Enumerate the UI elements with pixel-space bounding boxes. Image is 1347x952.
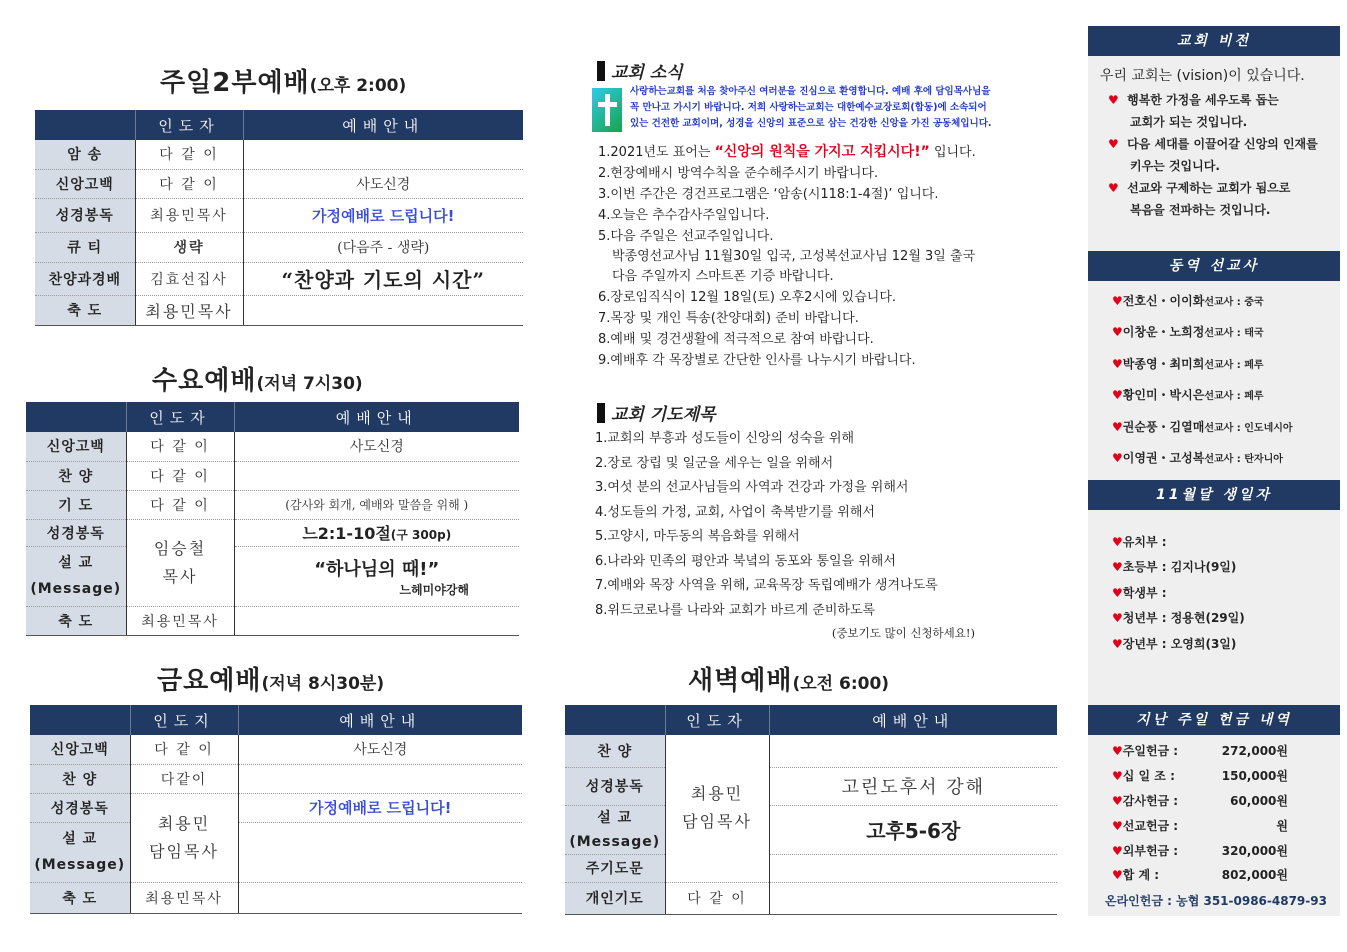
- offering-amount: 320,000원: [1221, 844, 1288, 858]
- cross-icon: [592, 88, 622, 132]
- heart-icon: ♥: [1112, 451, 1123, 465]
- row-label: 찬 양: [30, 764, 130, 793]
- missionary-names: 황인미・박시은: [1122, 388, 1205, 402]
- row-label: 찬양과경배: [35, 262, 135, 295]
- news-item: 6.장로임직식이 12월 18일(토) 오후2시에 있습니다.: [598, 290, 897, 305]
- heart-icon: ♥: [1112, 868, 1123, 882]
- vision-item-line: 복음을 전파하는 것입니다.: [1130, 203, 1271, 217]
- row-leader: 최용민목사: [135, 295, 243, 325]
- row-label: 암 송: [35, 140, 135, 169]
- birthday-text: 유치부 :: [1122, 535, 1167, 549]
- wednesday-table: [26, 402, 519, 636]
- welcome-message: [630, 84, 992, 132]
- vision-item-line: 교회가 되는 것입니다.: [1130, 115, 1248, 129]
- row-leader: 최용민목사: [126, 606, 234, 635]
- row-label: 설 교 (Message): [565, 805, 665, 854]
- row-leader: 최용민목사: [135, 198, 243, 232]
- offering-label: [1112, 817, 1178, 834]
- vision-item-line: 행복한 가정을 세우도록 돕는: [1127, 93, 1279, 107]
- row-label: 찬 양: [565, 735, 665, 767]
- welcome-line: 꼭 만나고 가시기 바랍니다. 저희 사랑하는교회는 대한예수교장로회(합동)에 소속되어: [630, 102, 987, 113]
- sermon-series: 느헤미야강해: [399, 582, 469, 597]
- row-label: 축 도: [30, 882, 130, 913]
- row-leader: 다 같 이: [126, 490, 234, 519]
- row-note: [769, 854, 1057, 882]
- birthday-text: 학생부 :: [1122, 586, 1167, 600]
- heart-icon: ♥: [1112, 560, 1123, 574]
- row-note: [238, 882, 522, 913]
- news-item: 다음 주일까지 스마트폰 기증 바랍니다.: [612, 269, 834, 284]
- row-note: 가정예배로 드립니다!: [238, 793, 522, 822]
- heart-icon: ♥: [1112, 637, 1123, 651]
- offering-label-text: 감사헌금 :: [1122, 794, 1179, 808]
- col-header-guide: 예배안내: [234, 402, 519, 432]
- sunday-title: [160, 62, 406, 99]
- col-header-guide: 예배안내: [243, 110, 523, 140]
- birthday-text: 장년부 : 오영희(3일): [1122, 637, 1237, 651]
- offering-label: [1112, 767, 1175, 784]
- offering-label: [1112, 742, 1178, 759]
- row-note-scripture: [234, 519, 519, 546]
- news-item: 2.현장예배시 방역수칙을 준수해주시기 바랍니다.: [598, 166, 879, 181]
- news-item: 4.오늘은 추수감사주일입니다.: [598, 208, 770, 223]
- missionary-names: 전호신・이이화: [1122, 294, 1205, 308]
- row-leader: 최용민 담임목사: [130, 793, 238, 882]
- col-header-leader: 인도자: [665, 705, 769, 735]
- vision-item: [1108, 177, 1318, 199]
- row-label: 신앙고백: [35, 169, 135, 198]
- row-leader: 다 같 이: [130, 735, 238, 764]
- row-leader: 김효선집사: [135, 262, 243, 295]
- col-header-blank: [26, 402, 126, 432]
- missionary-item: [1112, 355, 1264, 372]
- row-leader: 최용민목사: [130, 882, 238, 913]
- birthday-item: [1112, 609, 1245, 626]
- heading-bar: [597, 61, 605, 81]
- heart-icon: ♥: [1108, 181, 1119, 195]
- prayer-heading: [597, 400, 715, 425]
- row-leader: 다 같 이: [126, 432, 234, 461]
- row-note: 사도신경: [243, 169, 523, 198]
- heading-bar: [597, 403, 605, 423]
- friday-table: [30, 705, 522, 914]
- prayer-heading-text: 교회 기도제목: [611, 405, 716, 425]
- heart-icon: ♥: [1112, 357, 1123, 371]
- row-note: (감사와 회개, 예배와 말씀을 위해 ): [234, 490, 519, 519]
- row-label: 성경봉독: [565, 767, 665, 805]
- birthday-text: 초등부 : 김지나(9일): [1122, 560, 1237, 574]
- news-heading-text: 교회 소식: [611, 63, 683, 83]
- missionary-item: [1112, 386, 1264, 403]
- missionary-item: [1112, 292, 1264, 309]
- friday-time: (저녁 8시30분): [261, 674, 385, 694]
- row-label: 성경봉독: [26, 519, 126, 546]
- offering-label-text: 합 계 :: [1122, 868, 1160, 882]
- row-leader: 다 같 이: [135, 169, 243, 198]
- missionary-names: 권순풍・김열매: [1122, 420, 1205, 434]
- heart-icon: ♥: [1112, 611, 1123, 625]
- motto-text: “신앙의 원칙을 가지고 지킵시다!”: [714, 144, 930, 160]
- offerings-heading: 지난 주일 헌금 내역: [1088, 705, 1340, 735]
- vision-item-line: 다음 세대를 이끌어갈 신앙의 인재를: [1127, 137, 1318, 151]
- col-header-guide: 예배안내: [769, 705, 1057, 735]
- motto-suffix: 입니다.: [933, 145, 976, 160]
- missionaries-heading: 동역 선교사: [1088, 251, 1340, 281]
- news-item: 7.목장 및 개인 특송(찬양대회) 준비 바랍니다.: [598, 311, 859, 326]
- vision-item-line: 키우는 것입니다.: [1130, 159, 1220, 173]
- news-heading: [597, 58, 683, 83]
- row-label: 설 교 (Message): [30, 822, 130, 882]
- heart-icon: ♥: [1112, 294, 1123, 308]
- news-list: [598, 142, 1078, 371]
- heart-icon: ♥: [1112, 388, 1123, 402]
- row-leader: 최용민 담임목사: [665, 735, 769, 882]
- offering-amount: 60,000원: [1230, 794, 1288, 808]
- row-label: 찬 양: [26, 461, 126, 490]
- missionary-country: 선교사 : 인도네시아: [1204, 423, 1293, 434]
- missionary-country: 선교사 : 페루: [1204, 360, 1264, 371]
- news-item-motto: [598, 142, 1078, 163]
- row-label: 개인기도: [565, 882, 665, 914]
- missionary-item: [1112, 323, 1264, 340]
- news-item: 박종영선교사님 11월30일 입국, 고성복선교사님 12월 3일 출국: [612, 249, 976, 264]
- prayer-item: 3.여섯 분의 선교사님들의 사역과 건강과 가정을 위해서: [595, 480, 909, 495]
- birthday-text: 청년부 : 정용현(29일): [1122, 611, 1245, 625]
- dawn-title-text: 새벽예배: [688, 666, 793, 696]
- row-label: 신앙고백: [30, 735, 130, 764]
- missionary-names: 박종영・최미희: [1122, 357, 1205, 371]
- heart-icon: ♥: [1112, 819, 1123, 833]
- wednesday-title: [152, 360, 363, 397]
- offering-label-text: 주일헌금 :: [1122, 744, 1179, 758]
- row-label: 성경봉독: [35, 198, 135, 232]
- col-header-leader: 인도자: [126, 402, 234, 432]
- row-note: [234, 461, 519, 490]
- welcome-line: 있는 건전한 교회이며, 성경을 신앙의 표준으로 삼는 건강한 신앙을 가진 공동체입니다.: [630, 118, 992, 129]
- online-offering-account: 온라인헌금 : 농협 351-0986-4879-93: [1105, 894, 1327, 908]
- heart-icon: ♥: [1108, 137, 1119, 151]
- row-note: [238, 764, 522, 793]
- offering-label: [1112, 866, 1159, 883]
- birthday-item: [1112, 584, 1167, 601]
- row-label: 축 도: [26, 606, 126, 635]
- vision-intro: 우리 교회는 (vision)이 있습니다.: [1100, 68, 1305, 84]
- missionary-names: 이창운・노희정: [1122, 325, 1205, 339]
- wednesday-title-text: 수요예배: [152, 366, 257, 396]
- row-label: 설 교 (Message): [26, 546, 126, 606]
- row-note: [769, 735, 1057, 767]
- vision-item-line: 선교와 구제하는 교회가 됨으로: [1127, 181, 1291, 195]
- news-item: 9.예배후 각 목장별로 간단한 인사를 나누시기 바랍니다.: [598, 353, 916, 368]
- missionary-country: 선교사 : 페루: [1204, 391, 1264, 402]
- heart-icon: ♥: [1112, 794, 1123, 808]
- col-header-leader: 인도지: [130, 705, 238, 735]
- row-label: 신앙고백: [26, 432, 126, 461]
- offering-amount: 272,000원: [1221, 744, 1288, 758]
- news-item: 3.이번 주간은 경건프로그램은 ‘암송(시118:1-4절)’ 입니다.: [598, 187, 939, 202]
- offering-label: [1112, 792, 1178, 809]
- heart-icon: ♥: [1112, 586, 1123, 600]
- wednesday-time: (저녁 7시30): [256, 374, 363, 394]
- row-note: [238, 822, 522, 882]
- sunday-title-text: 주일2부예배: [160, 68, 310, 98]
- prayer-item: 7.예배와 목장 사역을 위해, 교육목장 독립예배가 생겨나도록: [595, 578, 938, 593]
- row-note: [769, 882, 1057, 914]
- row-note: 고후5-6장: [769, 805, 1057, 854]
- friday-title-text: 금요예배: [157, 666, 262, 696]
- offering-amount: 802,000원: [1221, 868, 1288, 882]
- heart-icon: ♥: [1112, 535, 1123, 549]
- sunday-time: (오후 2:00): [309, 76, 407, 96]
- sermon-title: “하나님의 때!”: [314, 558, 440, 580]
- offering-label-text: 선교헌금 :: [1122, 819, 1179, 833]
- row-note: 고린도후서 강해: [769, 767, 1057, 805]
- prayer-item: 1.교회의 부흥과 성도들이 신앙의 성숙을 위해: [595, 431, 855, 446]
- offering-label: [1112, 842, 1178, 859]
- row-leader: 다 같 이: [135, 140, 243, 169]
- col-header-leader: 인도자: [135, 110, 243, 140]
- heart-icon: ♥: [1108, 93, 1119, 107]
- news-item: 5.다음 주일은 선교주일입니다.: [598, 229, 774, 244]
- birthdays-heading: 11월달 생일자: [1088, 480, 1340, 510]
- col-header-blank: [35, 110, 135, 140]
- row-note: [243, 295, 523, 325]
- vision-heading: 교회 비전: [1088, 26, 1340, 56]
- row-note: 가정예배로 드립니다!: [243, 198, 523, 232]
- welcome-line: 사랑하는교회를 처음 찾아주신 여러분을 진심으로 환영합니다. 예배 후에 담임목사님을: [630, 86, 991, 97]
- row-note: (다음주 - 생략): [243, 232, 523, 262]
- sunday-table: [35, 110, 523, 326]
- prayer-item: 8.위드코로나를 나라와 교회가 바르게 준비하도록: [595, 602, 876, 618]
- row-note: [243, 140, 523, 169]
- heart-icon: ♥: [1112, 325, 1123, 339]
- prayer-item: 6.나라와 민족의 평안과 북녘의 동포와 통일을 위해서: [595, 553, 896, 569]
- row-note-sermon: [234, 546, 519, 606]
- offering-label-text: 외부헌금 :: [1122, 844, 1179, 858]
- row-leader: 다같이: [130, 764, 238, 793]
- offering-label-text: 십 일 조 :: [1122, 769, 1175, 783]
- missionary-country: 선교사 : 태국: [1204, 328, 1264, 339]
- dawn-title: [688, 660, 889, 697]
- scripture-ref: 느2:1-10절: [302, 524, 391, 543]
- row-note: 사도신경: [234, 432, 519, 461]
- vision-item: [1108, 89, 1318, 111]
- offering-amount: 150,000원: [1221, 769, 1288, 783]
- vision-item: [1108, 133, 1318, 155]
- missionary-country: 선교사 : 중국: [1204, 297, 1264, 308]
- birthday-item: [1112, 558, 1236, 575]
- heart-icon: ♥: [1112, 420, 1123, 434]
- row-note: 사도신경: [238, 735, 522, 764]
- missionary-item: [1112, 418, 1293, 435]
- row-label: 축 도: [35, 295, 135, 325]
- row-label: 주기도문: [565, 854, 665, 882]
- col-header-blank: [30, 705, 130, 735]
- row-label: 큐 티: [35, 232, 135, 262]
- prayer-footnote: (중보기도 많이 신청하세요!): [831, 626, 975, 640]
- vision-list: [1108, 89, 1318, 221]
- row-note: [234, 606, 519, 635]
- row-leader: 임승철 목사: [126, 519, 234, 606]
- missionary-names: 이영권・고성복: [1122, 451, 1205, 465]
- row-label: 성경봉독: [30, 793, 130, 822]
- row-leader: 다 같 이: [665, 882, 769, 914]
- heart-icon: ♥: [1112, 744, 1123, 758]
- col-header-blank: [565, 705, 665, 735]
- prayer-item: 4.성도들의 가정, 교회, 사업이 축복받기를 위해서: [595, 504, 875, 520]
- prayer-item: 5.고양시, 마두동의 복음화를 위해서: [595, 529, 800, 544]
- prayer-item: 2.장로 장립 및 일군을 세우는 일을 위해서: [595, 455, 834, 471]
- missionary-country: 선교사 : 탄자니아: [1204, 454, 1283, 465]
- motto-prefix: 1.2021년도 표어는: [598, 145, 711, 160]
- prayer-list: [595, 427, 1065, 643]
- row-note: “찬양과 기도의 시간”: [243, 262, 523, 295]
- birthday-item: [1112, 533, 1167, 550]
- heart-icon: ♥: [1112, 844, 1123, 858]
- col-header-guide: 예배안내: [238, 705, 522, 735]
- news-item: 8.예배 및 경건생활에 적극적으로 참여 바랍니다.: [598, 332, 874, 347]
- row-leader: 다 같 이: [126, 461, 234, 490]
- missionary-item: [1112, 449, 1283, 466]
- row-leader: 생략: [135, 232, 243, 262]
- scripture-page: (구 300p): [390, 528, 452, 542]
- birthday-item: [1112, 635, 1236, 652]
- friday-title: [157, 660, 384, 697]
- dawn-time: (오전 6:00): [792, 674, 890, 694]
- dawn-table: [565, 705, 1057, 915]
- row-label: 기 도: [26, 490, 126, 519]
- offering-amount: 원: [1276, 819, 1288, 833]
- heart-icon: ♥: [1112, 769, 1123, 783]
